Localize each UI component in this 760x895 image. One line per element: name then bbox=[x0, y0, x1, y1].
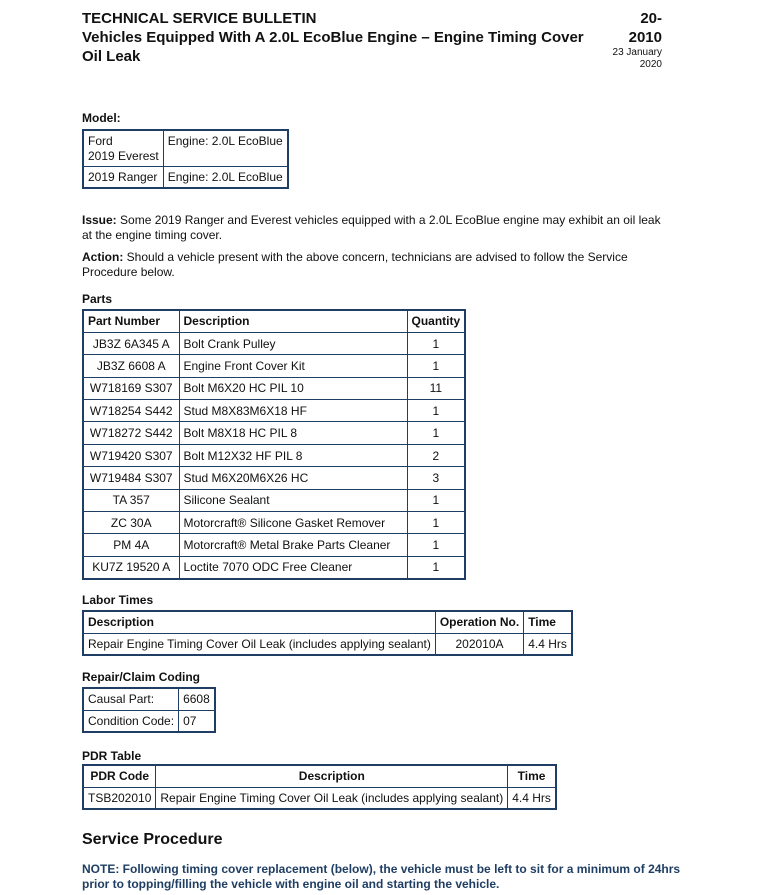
table-row bbox=[83, 633, 572, 655]
table-row bbox=[83, 710, 215, 732]
table-row bbox=[83, 534, 465, 556]
column-header: Description bbox=[83, 611, 435, 633]
part-description: Bolt M6X20 HC PIL 10 bbox=[179, 377, 407, 399]
part-description: Bolt M8X18 HC PIL 8 bbox=[179, 422, 407, 444]
vehicle-model: 2019 Everest bbox=[88, 149, 159, 163]
part-number: PM 4A bbox=[83, 534, 179, 556]
operation-number: 202010A bbox=[435, 633, 523, 655]
table-header-row bbox=[83, 310, 465, 332]
part-description: Bolt Crank Pulley bbox=[179, 332, 407, 354]
table-row bbox=[83, 332, 465, 354]
engine-cell: Engine: 2.0L EcoBlue bbox=[163, 166, 287, 188]
table-row bbox=[83, 130, 288, 166]
table-header-row bbox=[83, 611, 572, 633]
column-header: Part Number bbox=[83, 310, 179, 332]
model-cell bbox=[83, 130, 163, 166]
bulletin-header bbox=[82, 9, 602, 66]
table-row bbox=[83, 688, 215, 710]
action-paragraph bbox=[82, 250, 672, 280]
part-number: KU7Z 19520 A bbox=[83, 556, 179, 578]
table-row bbox=[83, 787, 556, 809]
part-number: W718272 S442 bbox=[83, 422, 179, 444]
part-quantity: 1 bbox=[407, 534, 465, 556]
column-header: Description bbox=[156, 765, 508, 787]
causal-part-value: 6608 bbox=[179, 688, 215, 710]
part-number: W718254 S442 bbox=[83, 400, 179, 422]
issue-text: Some 2019 Ranger and Everest vehicles equipped with a 2.0L EcoBlue engine may exhibit an oil leak at the engine timing cover. bbox=[82, 213, 661, 242]
action-label: Action: bbox=[82, 250, 124, 264]
table-row bbox=[83, 489, 465, 511]
column-header: Time bbox=[524, 611, 572, 633]
bulletin-meta bbox=[542, 9, 662, 71]
pdr-time: 4.4 Hrs bbox=[508, 787, 556, 809]
part-description: Stud M8X83M6X18 HF bbox=[179, 400, 407, 422]
part-number: JB3Z 6608 A bbox=[83, 355, 179, 377]
bulletin-title: Vehicles Equipped With A 2.0L EcoBlue Engine – Engine Timing Cover Oil Leak bbox=[82, 29, 584, 65]
action-text: Should a vehicle present with the above concern, technicians are advised to follow the Service Procedure below. bbox=[82, 250, 628, 279]
condition-code-value: 07 bbox=[179, 710, 215, 732]
pdr-table bbox=[82, 764, 557, 810]
part-quantity: 1 bbox=[407, 332, 465, 354]
part-number: ZC 30A bbox=[83, 512, 179, 534]
claim-table bbox=[82, 687, 216, 733]
part-quantity: 3 bbox=[407, 467, 465, 489]
engine-cell: Engine: 2.0L EcoBlue bbox=[163, 130, 287, 166]
table-row bbox=[83, 444, 465, 466]
part-quantity: 1 bbox=[407, 355, 465, 377]
part-description: Silicone Sealant bbox=[179, 489, 407, 511]
column-header: PDR Code bbox=[83, 765, 156, 787]
part-description: Motorcraft® Metal Brake Parts Cleaner bbox=[179, 534, 407, 556]
table-row bbox=[83, 422, 465, 444]
model-cell: 2019 Ranger bbox=[83, 166, 163, 188]
column-header: Time bbox=[508, 765, 556, 787]
part-number: W719420 S307 bbox=[83, 444, 179, 466]
labor-table bbox=[82, 610, 573, 656]
parts-label: Parts bbox=[82, 292, 113, 306]
labor-description: Repair Engine Timing Cover Oil Leak (includes applying sealant) bbox=[83, 633, 435, 655]
part-quantity: 1 bbox=[407, 489, 465, 511]
part-quantity: 1 bbox=[407, 400, 465, 422]
part-description: Loctite 7070 ODC Free Cleaner bbox=[179, 556, 407, 578]
part-number: JB3Z 6A345 A bbox=[83, 332, 179, 354]
column-header: Quantity bbox=[407, 310, 465, 332]
part-number: W718169 S307 bbox=[83, 377, 179, 399]
part-quantity: 1 bbox=[407, 422, 465, 444]
bulletin-label: TECHNICAL SERVICE BULLETIN bbox=[82, 10, 317, 27]
part-quantity: 11 bbox=[407, 377, 465, 399]
table-header-row bbox=[83, 765, 556, 787]
pdr-label: PDR Table bbox=[82, 749, 142, 763]
pdr-code: TSB202010 bbox=[83, 787, 156, 809]
service-procedure-heading: Service Procedure bbox=[82, 831, 223, 848]
labor-label: Labor Times bbox=[82, 593, 154, 607]
model-table bbox=[82, 129, 289, 189]
vehicle-brand: Ford bbox=[88, 134, 113, 148]
part-number: W719484 S307 bbox=[83, 467, 179, 489]
table-row bbox=[83, 467, 465, 489]
part-description: Motorcraft® Silicone Gasket Remover bbox=[179, 512, 407, 534]
model-label: Model: bbox=[82, 111, 121, 125]
part-description: Stud M6X20M6X26 HC bbox=[179, 467, 407, 489]
part-quantity: 2 bbox=[407, 444, 465, 466]
table-row bbox=[83, 355, 465, 377]
table-row bbox=[83, 377, 465, 399]
table-row bbox=[83, 512, 465, 534]
causal-part-label: Causal Part: bbox=[83, 688, 179, 710]
labor-time: 4.4 Hrs bbox=[524, 633, 572, 655]
table-row bbox=[83, 400, 465, 422]
bulletin-date-line2: 2020 bbox=[639, 59, 662, 70]
claim-label: Repair/Claim Coding bbox=[82, 670, 201, 684]
condition-code-label: Condition Code: bbox=[83, 710, 179, 732]
part-description: Engine Front Cover Kit bbox=[179, 355, 407, 377]
pdr-description: Repair Engine Timing Cover Oil Leak (includes applying sealant) bbox=[156, 787, 508, 809]
issue-paragraph bbox=[82, 213, 672, 243]
column-header: Description bbox=[179, 310, 407, 332]
issue-label: Issue: bbox=[82, 213, 117, 227]
column-header: Operation No. bbox=[435, 611, 523, 633]
bulletin-date-line1: 23 January bbox=[612, 47, 662, 58]
part-description: Bolt M12X32 HF PIL 8 bbox=[179, 444, 407, 466]
parts-table bbox=[82, 309, 466, 580]
part-number: TA 357 bbox=[83, 489, 179, 511]
table-row bbox=[83, 166, 288, 188]
bulletin-number-line2: 2010 bbox=[628, 29, 662, 46]
part-quantity: 1 bbox=[407, 512, 465, 534]
service-note: NOTE: Following timing cover replacement (below), the vehicle must be left to sit for a minimum of 24hrs prior to topping/filling the vehicle with engine oil and starting the vehicle. bbox=[82, 862, 681, 891]
part-quantity: 1 bbox=[407, 556, 465, 578]
table-row bbox=[83, 556, 465, 578]
bulletin-number-line1: 20- bbox=[640, 10, 662, 27]
